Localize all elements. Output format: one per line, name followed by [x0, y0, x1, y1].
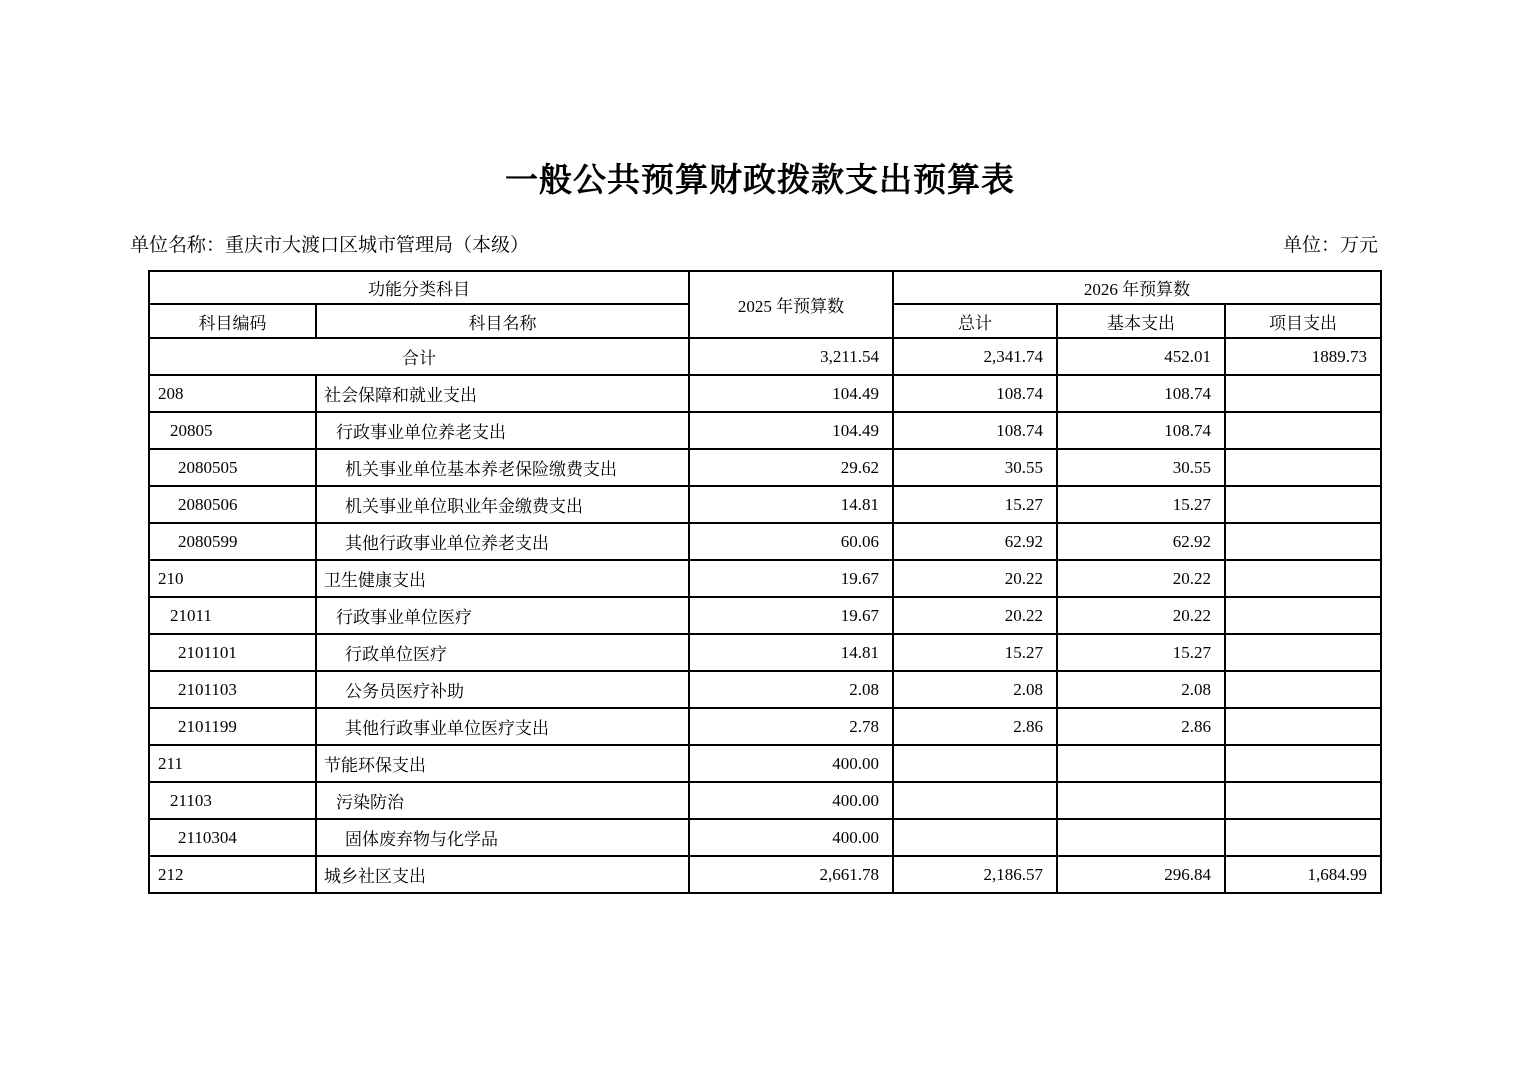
subject-code-cell: 208: [149, 375, 316, 412]
total-2026-cell: 15.27: [893, 634, 1057, 671]
budget-2025-cell: 104.49: [689, 375, 893, 412]
table-row: [149, 856, 1381, 893]
total-2026-cell: [893, 745, 1057, 782]
header-subject-code: 科目编码: [149, 304, 316, 338]
header-project-2026: 项目支出: [1225, 304, 1381, 338]
header-budget-2026: 2026 年预算数: [893, 271, 1381, 304]
budget-2025-cell: 400.00: [689, 745, 893, 782]
total-row-basic-2026: 452.01: [1057, 338, 1225, 375]
subject-name-cell: 卫生健康支出: [316, 560, 689, 597]
project-2026-cell: [1225, 560, 1381, 597]
meta-row: [130, 234, 1378, 258]
basic-2026-cell: 62.92: [1057, 523, 1225, 560]
budget-2025-cell: 104.49: [689, 412, 893, 449]
subject-name-cell: 公务员医疗补助: [316, 671, 689, 708]
header-function-group: 功能分类科目: [149, 271, 689, 304]
total-2026-cell: 2.86: [893, 708, 1057, 745]
header-row-1: [149, 271, 1381, 304]
unit-name-label: 单位名称：重庆市大渡口区城市管理局（本级）: [130, 235, 530, 256]
total-row-project-2026: 1889.73: [1225, 338, 1381, 375]
basic-2026-cell: 2.86: [1057, 708, 1225, 745]
basic-2026-cell: [1057, 782, 1225, 819]
basic-2026-cell: 296.84: [1057, 856, 1225, 893]
subject-name-cell: 行政事业单位医疗: [316, 597, 689, 634]
subject-name-cell: 机关事业单位基本养老保险缴费支出: [316, 449, 689, 486]
project-2026-cell: [1225, 375, 1381, 412]
basic-2026-cell: 108.74: [1057, 412, 1225, 449]
subject-code-cell: 2110304: [149, 819, 316, 856]
table-body: [149, 338, 1381, 893]
subject-code-cell: 2080505: [149, 449, 316, 486]
table-row: [149, 375, 1381, 412]
total-2026-cell: 20.22: [893, 597, 1057, 634]
project-2026-cell: [1225, 412, 1381, 449]
basic-2026-cell: 20.22: [1057, 597, 1225, 634]
header-total-2026: 总计: [893, 304, 1057, 338]
budget-table: [148, 270, 1382, 894]
project-2026-cell: [1225, 486, 1381, 523]
total-row-label: 合计: [149, 338, 689, 375]
table-row: [149, 671, 1381, 708]
project-2026-cell: [1225, 634, 1381, 671]
total-2026-cell: 2.08: [893, 671, 1057, 708]
subject-name-cell: 其他行政事业单位养老支出: [316, 523, 689, 560]
total-2026-cell: 108.74: [893, 412, 1057, 449]
basic-2026-cell: [1057, 819, 1225, 856]
subject-name-cell: 行政事业单位养老支出: [316, 412, 689, 449]
subject-code-cell: 2101103: [149, 671, 316, 708]
budget-2025-cell: 19.67: [689, 597, 893, 634]
subject-name-cell: 固体废弃物与化学品: [316, 819, 689, 856]
subject-code-cell: 21011: [149, 597, 316, 634]
project-2026-cell: [1225, 597, 1381, 634]
budget-2025-cell: 60.06: [689, 523, 893, 560]
basic-2026-cell: 20.22: [1057, 560, 1225, 597]
basic-2026-cell: [1057, 745, 1225, 782]
subject-name-cell: 节能环保支出: [316, 745, 689, 782]
table-row: [149, 819, 1381, 856]
subject-code-cell: 210: [149, 560, 316, 597]
unit-measure-label: 单位：万元: [1282, 235, 1378, 256]
total-2026-cell: 30.55: [893, 449, 1057, 486]
table-row: [149, 523, 1381, 560]
subject-code-cell: 2101199: [149, 708, 316, 745]
header-subject-name: 科目名称: [316, 304, 689, 338]
project-2026-cell: [1225, 819, 1381, 856]
basic-2026-cell: 15.27: [1057, 634, 1225, 671]
subject-code-cell: 212: [149, 856, 316, 893]
subject-name-cell: 其他行政事业单位医疗支出: [316, 708, 689, 745]
budget-2025-cell: 2,661.78: [689, 856, 893, 893]
table-row: [149, 449, 1381, 486]
subject-code-cell: 2080506: [149, 486, 316, 523]
budget-2025-cell: 2.78: [689, 708, 893, 745]
table-row: [149, 782, 1381, 819]
budget-2025-cell: 19.67: [689, 560, 893, 597]
total-2026-cell: 15.27: [893, 486, 1057, 523]
subject-code-cell: 2101101: [149, 634, 316, 671]
budget-2025-cell: 29.62: [689, 449, 893, 486]
basic-2026-cell: 2.08: [1057, 671, 1225, 708]
subject-code-cell: 2080599: [149, 523, 316, 560]
table-row: [149, 745, 1381, 782]
total-row-total-2026: 2,341.74: [893, 338, 1057, 375]
total-2026-cell: 20.22: [893, 560, 1057, 597]
table-row: [149, 634, 1381, 671]
header-budget-2025: 2025 年预算数: [689, 271, 893, 338]
project-2026-cell: [1225, 449, 1381, 486]
budget-2025-cell: 400.00: [689, 819, 893, 856]
total-2026-cell: 2,186.57: [893, 856, 1057, 893]
table-row: [149, 486, 1381, 523]
basic-2026-cell: 30.55: [1057, 449, 1225, 486]
page-title: 一般公共预算财政拨款支出预算表: [505, 163, 1015, 199]
budget-2025-cell: 14.81: [689, 486, 893, 523]
total-2026-cell: 62.92: [893, 523, 1057, 560]
project-2026-cell: [1225, 745, 1381, 782]
table-row: [149, 560, 1381, 597]
project-2026-cell: [1225, 671, 1381, 708]
project-2026-cell: [1225, 708, 1381, 745]
project-2026-cell: [1225, 523, 1381, 560]
subject-name-cell: 社会保障和就业支出: [316, 375, 689, 412]
budget-2025-cell: 14.81: [689, 634, 893, 671]
total-2026-cell: [893, 819, 1057, 856]
table-row: [149, 708, 1381, 745]
header-basic-2026: 基本支出: [1057, 304, 1225, 338]
budget-2025-cell: 400.00: [689, 782, 893, 819]
subject-code-cell: 211: [149, 745, 316, 782]
project-2026-cell: 1,684.99: [1225, 856, 1381, 893]
subject-name-cell: 污染防治: [316, 782, 689, 819]
basic-2026-cell: 15.27: [1057, 486, 1225, 523]
subject-name-cell: 机关事业单位职业年金缴费支出: [316, 486, 689, 523]
table-row: [149, 412, 1381, 449]
subject-code-cell: 20805: [149, 412, 316, 449]
project-2026-cell: [1225, 782, 1381, 819]
subject-name-cell: 行政单位医疗: [316, 634, 689, 671]
subject-code-cell: 21103: [149, 782, 316, 819]
total-row-budget-2025: 3,211.54: [689, 338, 893, 375]
total-2026-cell: 108.74: [893, 375, 1057, 412]
total-row: [149, 338, 1381, 375]
basic-2026-cell: 108.74: [1057, 375, 1225, 412]
budget-2025-cell: 2.08: [689, 671, 893, 708]
total-2026-cell: [893, 782, 1057, 819]
subject-name-cell: 城乡社区支出: [316, 856, 689, 893]
table-row: [149, 597, 1381, 634]
